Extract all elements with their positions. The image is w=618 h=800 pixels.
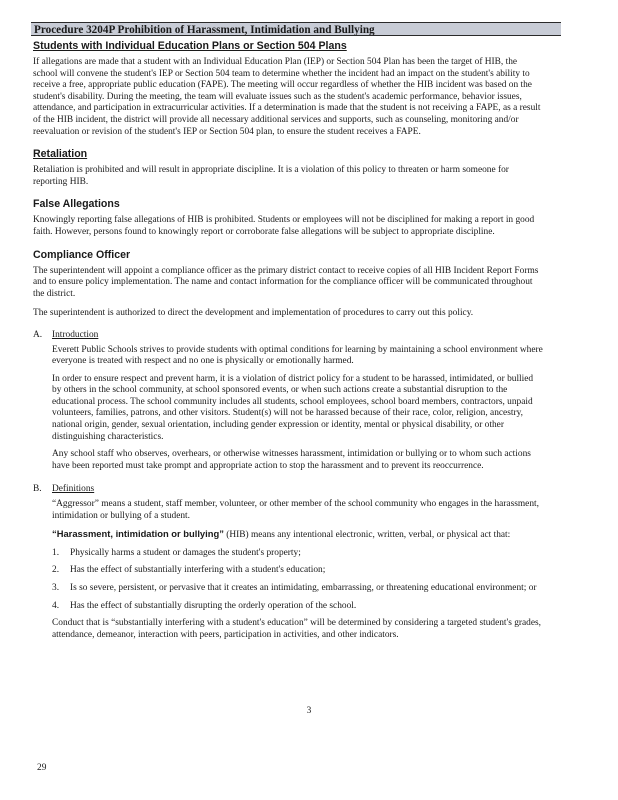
list-item-text: Is so severe, persistent, or pervasive that it creates an intimidating, embarrassing, or threatening educational environment; or xyxy=(70,583,537,593)
retaliation-heading: Retaliation xyxy=(33,148,88,161)
false-allegations-heading: False Allegations xyxy=(33,198,120,211)
definitions-heading: Definitions xyxy=(52,484,95,495)
retaliation-section xyxy=(33,148,543,188)
list-item xyxy=(52,583,543,595)
definitions-heading-row xyxy=(33,484,543,496)
introduction-paragraph-3: Any school staff who observes, overhears, or otherwise witnesses harassment, intimidation or bullying or to whom such actions have been reported must take prompt and appropriate action to stop the harassment and to prevent its reoccurrence. xyxy=(52,449,531,471)
introduction-body xyxy=(52,345,543,473)
conduct-paragraph: Conduct that is “substantially interfering with a student's education” will be determined by considering a targeted student's grades, attendance, demeanor, interaction with peers, participation in activities, and other indicators. xyxy=(52,618,542,640)
iep-paragraph: If allegations are made that a student with an Individual Education Plan (IEP) or Section 504 Plan has been the target of HIB, the school will convene the student's IEP or Section 504 team to determine whether the incident had an impact on the student's ability to receive a free, appropriate public education (FAPE). The meeting will occur regardless of whether the HIB incident was based on the student's disability. During the meeting, the team will evaluate issues such as the student's academic performance, behavior issues, attendance, and participation in extracurricular activities. If a determination is made that the student is not receiving a FAPE, as a result of the HIB incident, the district will provide all necessary additional services and supports, such as counseling, monitoring and/or reevaluation or revision of the student's IEP or Section 504 plan, to ensure the student receives a FAPE. xyxy=(33,57,541,137)
false-allegations-section xyxy=(33,198,543,238)
introduction-section xyxy=(33,330,543,473)
list-item-number: 1. xyxy=(52,547,60,558)
list-item xyxy=(52,548,543,560)
hib-criteria-list xyxy=(52,548,543,612)
aggressor-definition: “Aggressor” means a student, staff member, volunteer, or other member of the school community who engages in the harassment, intimidation or bullying of a student. xyxy=(52,499,539,521)
hib-definition-text: (HIB) means any intentional electronic, written, verbal, or physical act that: xyxy=(223,530,511,541)
compliance-section xyxy=(33,249,543,320)
introduction-heading: Introduction xyxy=(52,329,99,340)
footer-number: 29 xyxy=(37,763,47,773)
superintendent-paragraph: The superintendent is authorized to direct the development and implementation of procedures to carry out this policy. xyxy=(33,308,474,319)
list-item-text: Has the effect of substantially disrupting the orderly operation of the school. xyxy=(70,600,357,611)
iep-section xyxy=(33,40,543,138)
hib-definition xyxy=(52,528,543,542)
hib-term: “Harassment, intimidation or bullying” xyxy=(52,528,224,540)
false-allegations-paragraph: Knowingly reporting false allegations of HIB is prohibited. Students or employees will not be disciplined for making a report in good faith. However, persons found to knowingly report or corroborate false allegations will be subject to appropriate discipline. xyxy=(33,215,535,237)
iep-heading: Students with Individual Education Plans or Section 504 Plans xyxy=(33,40,347,52)
compliance-heading: Compliance Officer xyxy=(33,248,131,261)
retaliation-paragraph: Retaliation is prohibited and will result in appropriate discipline. It is a violation of this policy to threaten or harm someone for reporting HIB. xyxy=(33,165,509,187)
list-item-number: 2. xyxy=(52,565,60,576)
introduction-paragraph-2: In order to ensure respect and prevent harm, it is a violation of district policy for a student to be harassed, intimidated, or bullied by others in the school community, at school sponsored events, or when such actions create a substantial disruption to the educational process. The school community includes all students, school employees, school board members, contractors, unpaid volunteers, families, patrons, and other visitors. Student(s) will not be harassed because of their race, color, religion, ancestry, national origin, gender, sexual orientation, including gender expression or identity, mental or physical disability, or other distinguishing characteristics. xyxy=(52,373,534,442)
definitions-letter: B. xyxy=(33,484,42,495)
list-item xyxy=(52,601,543,613)
definitions-body xyxy=(52,499,543,641)
list-item-text: Has the effect of substantially interfering with a student's education; xyxy=(70,565,326,576)
introduction-heading-row xyxy=(33,330,543,342)
compliance-paragraph: The superintendent will appoint a compliance officer as the primary district contact to receive copies of all HIB Incident Report Forms and to ensure policy implementation. The name and contact information for the compliance officer will be communicated throughout the district. xyxy=(33,265,539,299)
procedure-title-banner: Procedure 3204P Prohibition of Harassment, Intimidation and Bullying xyxy=(31,22,561,36)
list-item-number: 3. xyxy=(52,583,60,593)
definitions-section xyxy=(33,484,543,641)
list-item xyxy=(52,565,543,577)
list-item-number: 4. xyxy=(52,600,60,611)
document-body xyxy=(33,40,543,641)
list-item-text: Physically harms a student or damages the student's property; xyxy=(70,547,301,558)
introduction-letter: A. xyxy=(33,329,43,340)
page-number: 3 xyxy=(306,706,312,716)
introduction-paragraph-1: Everett Public Schools strives to provide students with optimal conditions for learning by maintaining a school environment where everyone is treated with respect and no one is physically or emotionally harmed. xyxy=(52,344,543,367)
